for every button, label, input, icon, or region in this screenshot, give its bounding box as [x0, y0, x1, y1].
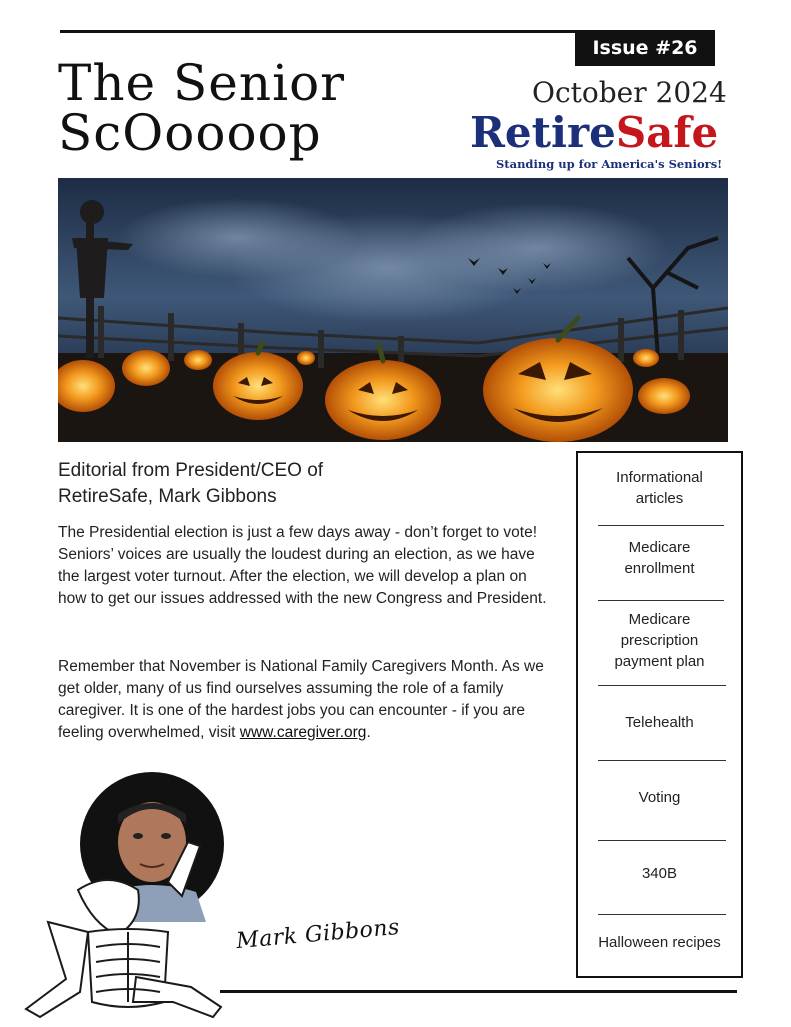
sidebar-item-line: enrollment [624, 560, 695, 577]
link-suffix: . [366, 724, 371, 741]
editorial-paragraph-1: The Presidential election is just a few days away - don’t forget to vote! Seniors’ voices are usually the loudest during an election, as we have the largest voter turnout. After the election, we will develop a plan on how to get our issues addressed with the new Congress and President. [58, 524, 547, 607]
sidebar-item-line: Voting [638, 789, 681, 806]
sidebar-item-line: payment plan [614, 653, 705, 670]
logo-wordmark-safe: Safe [615, 108, 719, 157]
sidebar-divider [598, 600, 724, 601]
sidebar-item-line: articles [635, 490, 684, 507]
logo-wordmark-retire: Retire [470, 108, 616, 157]
sidebar-divider [598, 914, 726, 915]
author-signature: Mark Gibbons [235, 914, 401, 955]
logo-tagline: Standing up for America's Seniors! [496, 157, 723, 171]
halloween-hero-image [58, 178, 728, 442]
sidebar-item-halloween-recipes[interactable] [578, 932, 741, 953]
sidebar-item-informational-articles[interactable] [578, 467, 741, 509]
bottom-divider [220, 990, 737, 993]
editorial-headline-line1: Editorial from President/CEO of [58, 460, 324, 481]
sidebar-item-voting[interactable] [578, 787, 741, 808]
sidebar-divider [598, 840, 726, 841]
sidebar-item-line: Medicare [628, 611, 691, 628]
editorial-headline [58, 458, 558, 510]
editorial-headline-line2: RetireSafe, Mark Gibbons [58, 486, 277, 507]
sidebar-item-340b[interactable] [578, 863, 741, 884]
sidebar-item-line: Informational [616, 469, 703, 486]
editorial-paragraph-2-text: Remember that November is National Family Caregivers Month. As we get older, many of us find ourselves assuming the role of a family caregiver. It is one of the hardest jobs you can encounter - if you are feeling overwhelmed, visit [58, 658, 544, 741]
sidebar-item-medicare-prescription-payment-plan[interactable] [578, 609, 741, 672]
skeleton-portrait-image [18, 772, 233, 1022]
logo-wordmark [470, 108, 728, 157]
sidebar-divider [598, 760, 726, 761]
issue-badge: Issue #26 [575, 30, 715, 66]
sidebar-item-line: Medicare [628, 539, 691, 556]
retiresafe-logo[interactable] [470, 108, 728, 178]
editorial-paragraph-2 [58, 656, 558, 744]
issue-date: October 2024 [532, 76, 727, 109]
sidebar-item-line: 340B [641, 865, 678, 882]
sidebar-item-telehealth[interactable] [578, 712, 741, 733]
sidebar-item-line: prescription [620, 632, 699, 649]
sidebar-divider [598, 525, 724, 526]
caregiver-link[interactable]: www.caregiver.org [239, 724, 367, 741]
author-portrait [18, 772, 233, 1022]
contents-sidebar [576, 451, 743, 978]
newsletter-title-line1: The Senior [58, 54, 346, 112]
sidebar-item-medicare-enrollment[interactable] [578, 537, 741, 579]
sidebar-item-line: Telehealth [625, 714, 694, 731]
sidebar-item-line: Halloween recipes [598, 934, 721, 951]
pumpkin-field-illustration [58, 178, 728, 442]
sidebar-divider [598, 685, 726, 686]
newsletter-title-line2: ScOoooop [58, 104, 322, 162]
